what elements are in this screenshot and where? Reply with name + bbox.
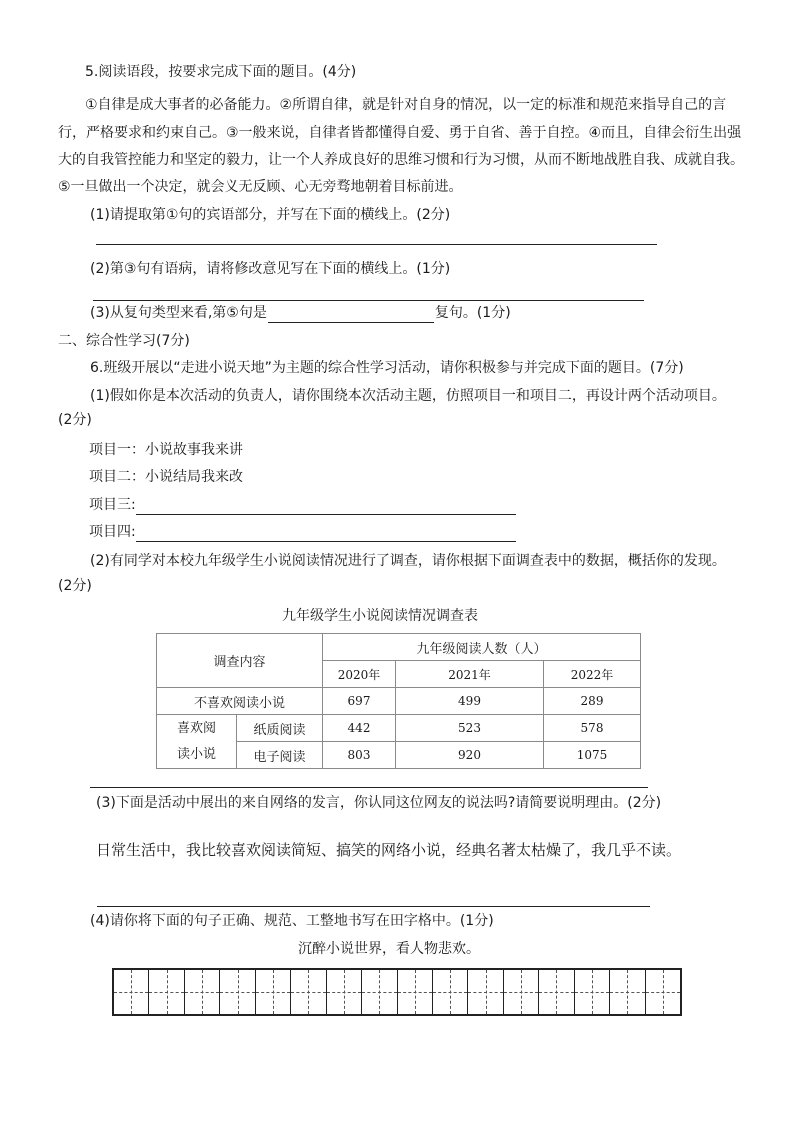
q5-sub3-prefix: (3)从复句类型来看,第⑤句是	[90, 305, 267, 321]
like-label-line2: 读小说	[176, 746, 216, 762]
paper-2022: 578	[544, 715, 641, 742]
grid-cell[interactable]	[291, 970, 326, 1014]
dislike-2021: 499	[396, 688, 544, 715]
grid-cell[interactable]	[362, 970, 397, 1014]
table-caption: 九年级学生小说阅读情况调查表	[282, 608, 478, 624]
grid-cell[interactable]	[398, 970, 433, 1014]
grid-cell[interactable]	[575, 970, 610, 1014]
answer-blank-project-3[interactable]	[136, 500, 516, 515]
passage-line-3: 大的自我管控能力和坚定的毅力，让一个人养成良好的思维习惯和行为习惯，从而不断地战胜自我、成就自我。	[58, 152, 744, 168]
q6-title: 6.班级开展以“走进小说天地”为主题的综合性学习活动，请你积极参与并完成下面的题目。(7分)	[90, 360, 684, 376]
q6-sub2-line2: (2分)	[58, 578, 92, 594]
grid-cell[interactable]	[220, 970, 255, 1014]
passage-line-1: ①自律是成大事者的必备能力。②所谓自律，就是针对自身的情况，以一定的标准和规范来指导自己的言	[85, 97, 727, 113]
passage-line-2: 行，严格要求和约束自己。③一般来说，自律者皆都懂得自爱、勇于自省、善于自控。④而且，自律会衍生出强	[58, 125, 742, 141]
row-like-label	[157, 715, 237, 769]
paper-2020: 442	[323, 715, 396, 742]
copy-sentence: 沉醉小说世界，看人物悲欢。	[298, 941, 480, 957]
q6-sub1-line1: (1)假如你是本次活动的负责人，请你围绕本次活动主题，仿照项目一和项目二，再设计两个活动项目。	[90, 388, 726, 404]
q5-sub2: (2)第③句有语病，请将修改意见写在下面的横线上。(1分)	[90, 261, 451, 277]
grid-cell[interactable]	[114, 970, 149, 1014]
project-4	[89, 522, 516, 542]
q6-sub3: (3)下面是活动中展出的来自网络的发言，你认同这位网友的说法吗?请简要说明理由。(2分)	[96, 795, 662, 811]
survey-table	[156, 633, 641, 769]
project-1: 项目一：小说故事我来讲	[89, 442, 243, 458]
header-content: 调查内容	[157, 634, 323, 688]
grid-cell[interactable]	[327, 970, 362, 1014]
project-3	[89, 495, 516, 515]
row-dislike-label: 不喜欢阅读小说	[157, 688, 323, 715]
grid-cell[interactable]	[468, 970, 503, 1014]
answer-line-q6-3[interactable]	[97, 906, 650, 907]
ebook-2020: 803	[323, 742, 396, 769]
q6-sub2-line1: (2)有同学对本校九年级学生小说阅读情况进行了调查，请你根据下面调查表中的数据，概括你的发现。	[90, 553, 726, 569]
q5-sub1: (1)请提取第①句的宾语部分，并写在下面的横线上。(2分)	[90, 207, 451, 223]
answer-line-q6-2[interactable]	[90, 787, 648, 788]
q6-sub1-line2: (2分)	[58, 412, 92, 428]
project-4-label: 项目四:	[89, 524, 136, 540]
row-ebook-label: 电子阅读	[237, 742, 323, 769]
project-3-label: 项目三:	[89, 497, 136, 513]
grid-cell[interactable]	[149, 970, 184, 1014]
ebook-2022: 1075	[544, 742, 641, 769]
paper-2021: 523	[396, 715, 544, 742]
grid-cell[interactable]	[539, 970, 574, 1014]
grid-cell[interactable]	[433, 970, 468, 1014]
project-2: 项目二：小说结局我来改	[89, 469, 243, 485]
passage-line-4: ⑤一旦做出一个决定，就会义无反顾、心无旁骛地朝着目标前进。	[58, 179, 463, 195]
year-2021: 2021年	[396, 661, 544, 688]
grid-cell[interactable]	[646, 970, 680, 1014]
answer-blank-q5-3[interactable]	[268, 308, 434, 323]
grid-cell[interactable]	[610, 970, 645, 1014]
q5-sub3-suffix: 复句。(1分)	[434, 305, 511, 321]
grid-cell[interactable]	[256, 970, 291, 1014]
like-label-line1: 喜欢阅	[176, 720, 216, 736]
q5-title: 5.阅读语段，按要求完成下面的题目。(4分)	[85, 64, 357, 80]
year-2020: 2020年	[323, 661, 396, 688]
ebook-2021: 920	[396, 742, 544, 769]
header-count: 九年级阅读人数（人）	[323, 634, 641, 661]
row-paper-label: 纸质阅读	[237, 715, 323, 742]
dislike-2020: 697	[323, 688, 396, 715]
dislike-2022: 289	[544, 688, 641, 715]
grid-cell[interactable]	[504, 970, 539, 1014]
q5-sub3	[90, 303, 511, 323]
answer-line-q5-1[interactable]	[96, 244, 657, 245]
tianzige-grid[interactable]	[112, 968, 682, 1016]
answer-line-q5-2[interactable]	[93, 300, 644, 301]
answer-blank-project-4[interactable]	[136, 527, 516, 542]
section-heading: 二、综合性学习(7分)	[58, 333, 190, 349]
q6-sub4: (4)请你将下面的句子正确、规范、工整地书写在田字格中。(1分)	[90, 913, 494, 929]
grid-cell[interactable]	[185, 970, 220, 1014]
year-2022: 2022年	[544, 661, 641, 688]
web-quote: 日常生活中，我比较喜欢阅读简短、搞笑的网络小说，经典名著太枯燥了，我几乎不读。	[96, 841, 682, 859]
